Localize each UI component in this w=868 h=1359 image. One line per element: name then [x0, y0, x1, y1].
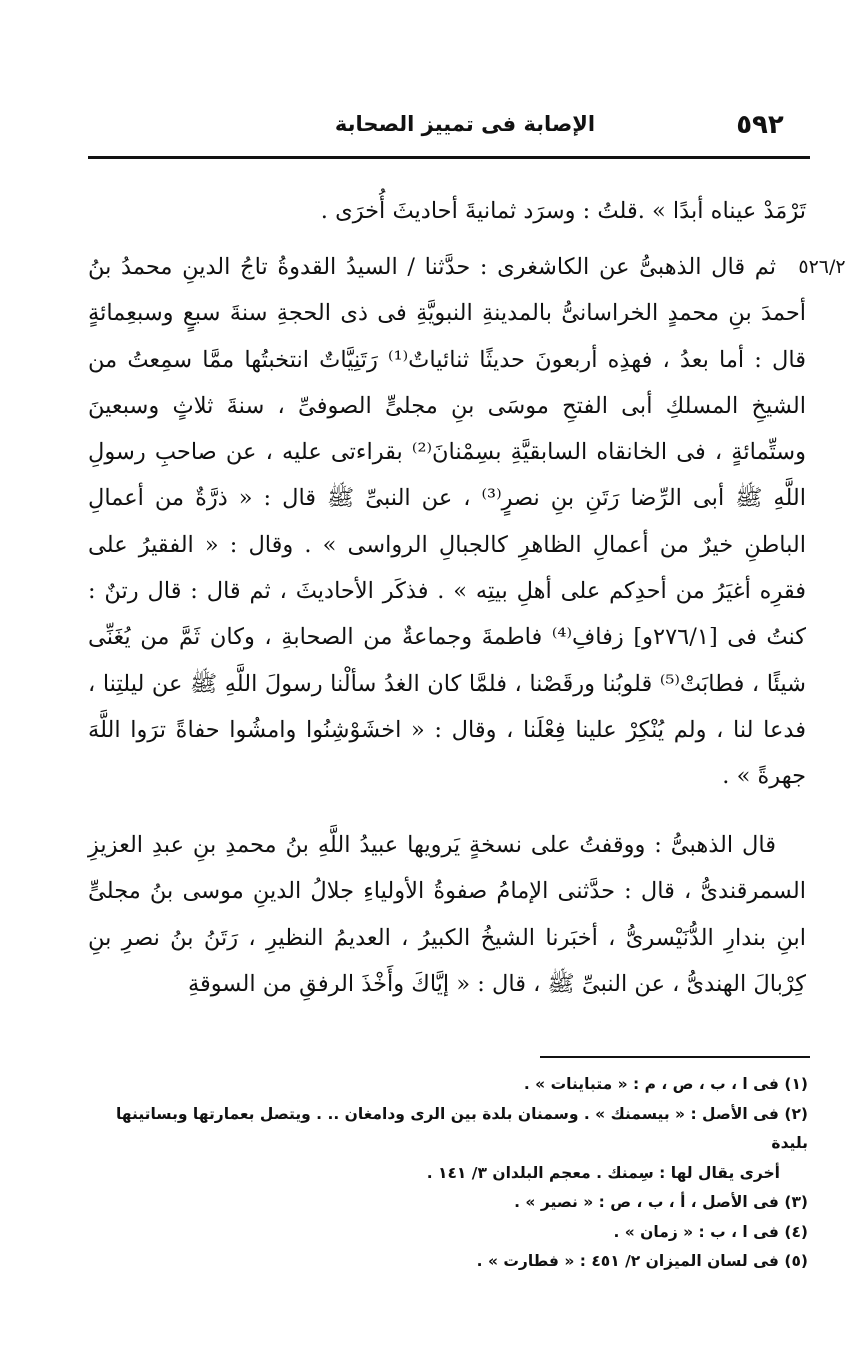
- footnote-3: (٣) فى الأصل ، أ ، ب ، ص : « نصير » .: [514, 1193, 808, 1211]
- page-number: ٥٩٢: [736, 110, 784, 140]
- body-paragraph-1: [88, 188, 806, 234]
- paragraph-text: قال الذهبىُّ : ووقفتُ على نسخةٍ يَرويها عبيدُ اللَّهِ بنُ محمدِ بنِ عبدِ العزيزِ السمرقندىُّ ، قال : حدَّثنى الإمامُ صفوةُ الأولياءِ جلالُ الدينِ موسى بنُ مجلىٍّ ابنِ بندارِ الدُّنَيْسرىُّ ، أخبَرنا الشيخُ الكبيرُ ، العديمُ النظيرِ ، رَتَنُ بنُ نصرِ بنِ كِرْبالَ الهندىُّ ، عن النبىِّ ﷺ ، قال : « إيَّاكَ وأَخْذَ الرفقِ من السوقةِ: [88, 832, 806, 997]
- paragraph-text: ثم قال الذهبىُّ عن الكاشغرى : حدَّثنا / السيدُ القدوةُ تاجُ الدينِ محمدُ بنُ أحمدَ بنِ محمدٍ الخراسانىُّ بالمدينةِ النبويَّةِ فى ذى الحجةِ سنةَ سبعٍ وسبعِمائةٍ قال : أما بعدُ ، فهذِه أربعونَ حديثًا ثنائياتٌ⁽¹⁾ رَتَنِيَّاتٌ انتخبتُها ممَّا سمِعتُ من الشيخِ المسلكِ أبى الفتحِ موسَى بنِ مجلىٍّ الصوفىِّ ، سنةَ ثلاثٍ وسبعينَ وستِّمائةٍ ، فى الخانقاه السابقيَّةِ بسِمْنانَ⁽²⁾ بقراءتى عليه ، عن صاحبِ رسولِ اللَّهِ ﷺ أبى الرِّضا رَتَنِ بنِ نصرٍ⁽³⁾ ، عن النبىِّ ﷺ قال : « ذرَّةٌ من أعمالِ الباطنِ خيرٌ من أعمالِ الظاهرِ كالجبالِ الرواسى » . وقال : « الفقيرُ على فقرِه أغيَرُ من أحدِكم على أهلِ بيتِه » . فذكَر الأحاديثَ ، ثم قال : قال رتنٌ : كنتُ فى [٢٧٦/١و] زفافِ⁽⁴⁾ فاطمةَ وجماعةٌ من الصحابةِ ، وكان ثَمَّ من يُغَنِّى شيئًا ، فطابَتْ⁽⁵⁾ قلوبُنا ورقَصْنا ، فلمَّا كان الغدُ سألْنا رسولَ اللَّهِ ﷺ عن ليلتِنا ، فدعا لنا ، ولم يُنْكِرْ علينا فِعْلَنا ، وقال : « اخشَوْشِنُوا وامشُوا حفاةً ترَوا اللَّهَ جهرةً » .: [88, 254, 807, 790]
- body-paragraph-2: [88, 244, 806, 800]
- header-rule: [88, 156, 810, 159]
- margin-reference: ٥٢٦/٢: [798, 256, 846, 278]
- paragraph-text: تَرْمَدْ عيناه أبدًا » .قلتُ : وسرَد ثمانيةَ أحاديثَ أُخرَى .: [320, 198, 806, 224]
- footnote-2: (٢) فى الأصل : « بيسمنك » . وسمنان بلدة بين الرى ودامغان .. . ويتصل بعمارتها وبساتينها بليدة: [115, 1104, 808, 1152]
- footnote-2-continuation: أخرى يقال لها : سِمنك . معجم البلدان ٣/ ١٤١ .: [426, 1163, 780, 1182]
- footnote-5: (٥) فى لسان الميزان ٢/ ٤٥١ : « فطارت » .: [476, 1252, 808, 1270]
- footnote-4: (٤) فى ا ، ب : « زمان » .: [613, 1222, 808, 1241]
- footnote-1: (١) فى ا ، ب ، ص ، م : « متباينات » .: [523, 1075, 808, 1093]
- footnote-rule: [540, 1056, 810, 1058]
- running-title: الإصابة فى تمييز الصحابة: [334, 112, 596, 136]
- footnotes: [100, 1070, 808, 1277]
- body-paragraph-3: [88, 822, 806, 1007]
